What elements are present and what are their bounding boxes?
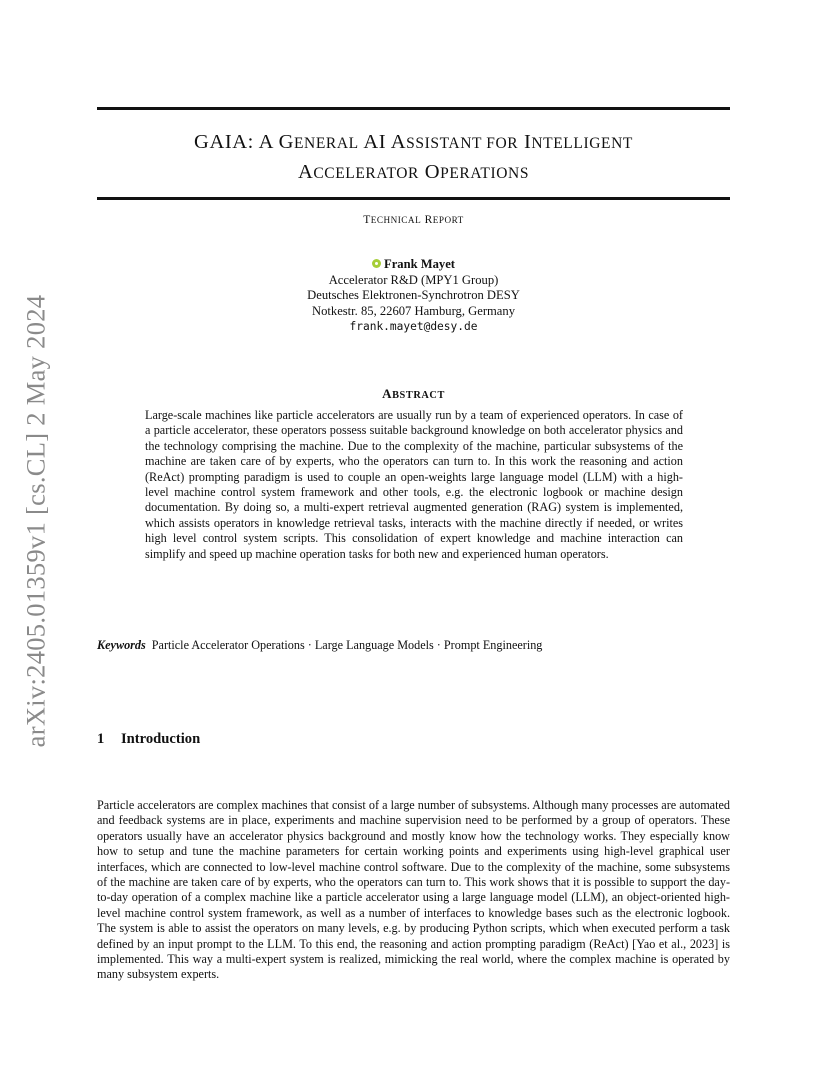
title-text: AI A bbox=[358, 131, 407, 153]
title-text: I bbox=[518, 131, 532, 153]
report-type-text: T bbox=[363, 214, 371, 226]
author-block bbox=[97, 257, 730, 335]
abstract-heading bbox=[97, 386, 730, 402]
author-address: Notkestr. 85, 22607 Hamburg, Germany bbox=[312, 303, 515, 318]
introduction-body: Particle accelerators are complex machines that consist of a large number of subsystems. Although many processes are automated and feedback systems are in place, experiments and machine supervision need to be performed by a group of operators. These operators usually have an accelerator physics background and mostly know how the technology works. They especially know how to setup and tune the machine parameters for certain working points and experiments using high-level graphical user interfaces, which are connected to low-level machine control software. Due to the complexity of the machine, some subsystems of the machine are taken care of by experts, who the operators can turn to. This work shows that it is possible to support the day-to-day operation of a complex machine like a particle accelerator using a large language model (LLM), an object-oriented high-level machine control system framework, as well as a number of interfaces to knowledge bases such as the electronic logbook. The system is able to assist the operators on many levels, e.g. by producing Python scripts, which when executed perform a task defined by an input prompt to the LLM. To this end, the reasoning and action prompting paradigm (ReAct) [Yao et al., 2023] is implemented. This way a multi-expert system is realized, mimicking the real world, where the complex machine is operated by many subsystem experts. bbox=[97, 798, 730, 982]
title-text: PERATIONS bbox=[440, 165, 530, 182]
abstract-heading-text: A bbox=[382, 386, 393, 401]
author-affiliation: Accelerator R&D (MPY1 Group) bbox=[328, 272, 499, 287]
title-text: SSISTANT FOR bbox=[406, 135, 519, 152]
abstract-heading-text: BSTRACT bbox=[392, 390, 445, 401]
report-type-text: R bbox=[421, 214, 433, 226]
title-line-1 bbox=[97, 128, 730, 158]
section-heading-introduction bbox=[97, 731, 200, 748]
keywords-label: Keywords bbox=[97, 638, 146, 652]
author-email[interactable]: frank.mayet@desy.de bbox=[349, 320, 478, 333]
section-number: 1 bbox=[97, 731, 105, 747]
title-text: CCELERATOR bbox=[313, 165, 419, 182]
orcid-icon[interactable] bbox=[372, 259, 381, 268]
title-text: ENERAL bbox=[293, 135, 359, 152]
title-text: O bbox=[418, 161, 441, 183]
keywords-list: Particle Accelerator Operations · Large Language Models · Prompt Engineering bbox=[151, 638, 543, 652]
title-text: A bbox=[297, 161, 314, 183]
author-name-line bbox=[97, 257, 730, 273]
report-type-text: EPORT bbox=[432, 215, 464, 225]
title-line-2 bbox=[97, 158, 730, 188]
abstract-body: Large-scale machines like particle accelerators are usually run by a team of experienced operators. In case of a particle accelerator, these operators possess suitable background knowledge on both accelerator physics and the technology comprising the machine. Due to the complexity of the machine, particular subsystems of the machine are taken care of by experts, who the operators can turn to. In this work the reasoning and action (ReAct) prompting paradigm is used to couple an open-weights large language model (LLM) with a high-level machine control system framework and other tools, e.g. the electronic logbook or machine design documentation. By doing so, a multi-expert retrieval augmented generation (RAG) system is implemented, which assists operators in knowledge retrieval tasks, interacts with the machine directly if needed, or writes high level control system scripts. This consolidation of expert knowledge and machine interaction can simplify and speed up machine operation tasks for both new and experienced human operators. bbox=[145, 408, 683, 561]
arxiv-identifier-stamp: arXiv:2405.01359v1 [cs.CL] 2 May 2024 bbox=[20, 294, 51, 748]
report-type-text: ECHNICAL bbox=[370, 215, 422, 225]
title-text: GAIA: A G bbox=[194, 131, 294, 153]
keywords-line bbox=[97, 638, 730, 653]
title-bottom-rule bbox=[97, 197, 730, 200]
paper-title bbox=[97, 128, 730, 188]
author-institution: Deutsches Elektronen-Synchrotron DESY bbox=[307, 288, 520, 302]
author-name: Frank Mayet bbox=[384, 257, 455, 271]
report-type bbox=[97, 214, 730, 226]
title-top-rule bbox=[97, 107, 730, 110]
section-title: Introduction bbox=[121, 731, 201, 747]
title-text: NTELLIGENT bbox=[531, 135, 633, 152]
